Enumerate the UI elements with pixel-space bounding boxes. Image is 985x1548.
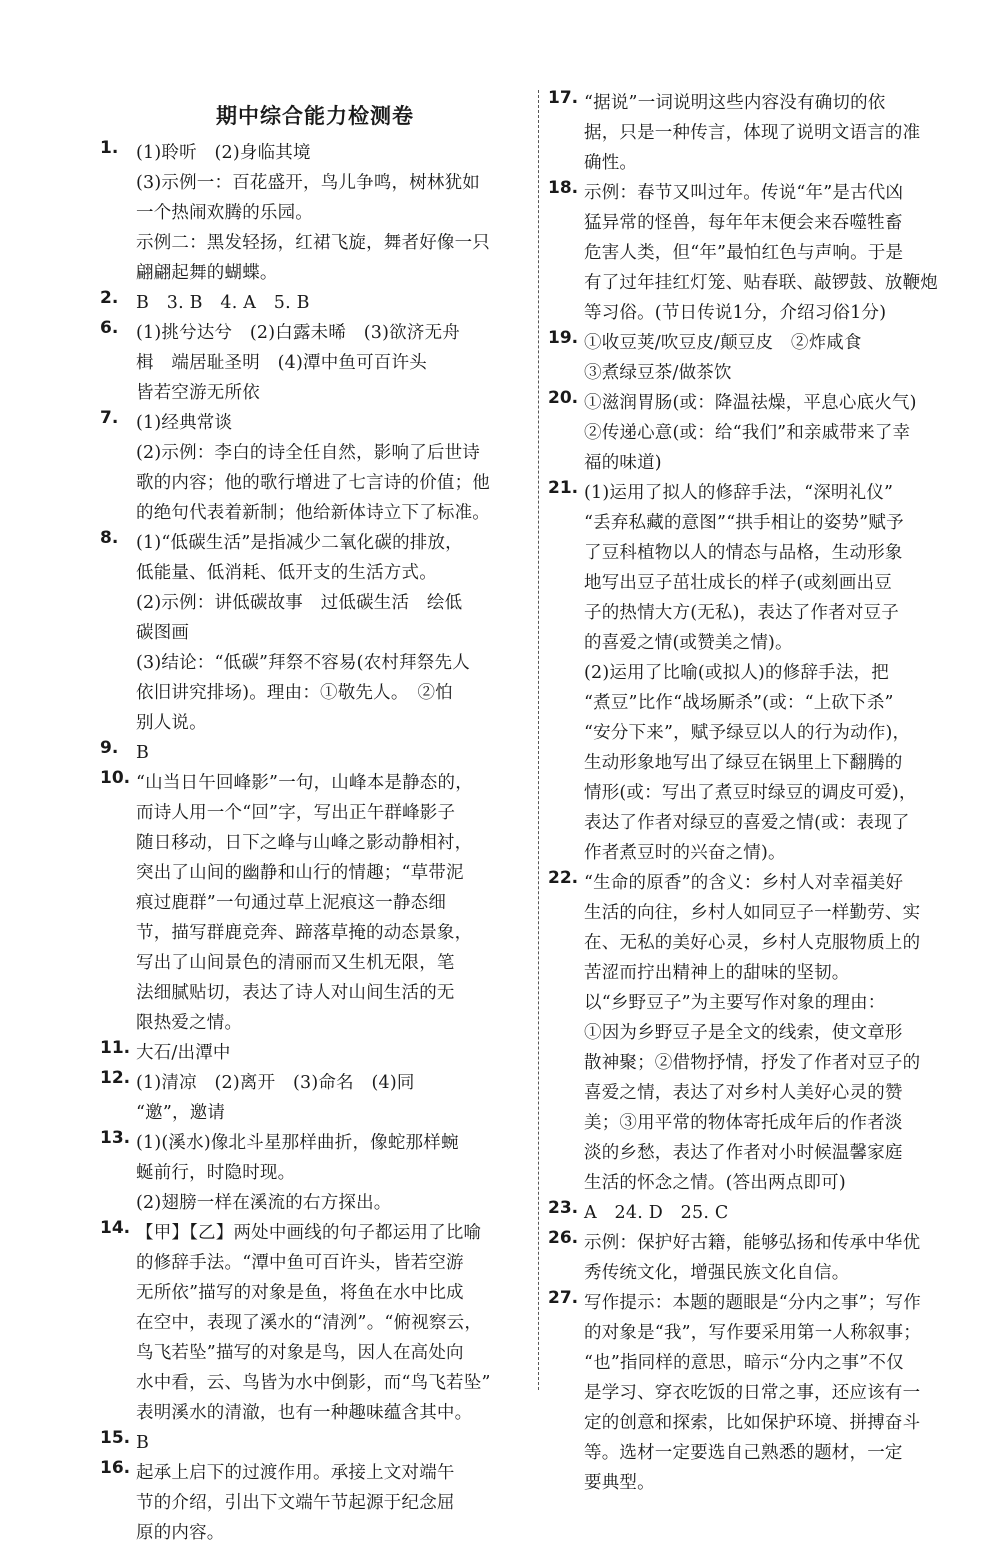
answer-line: 的对象是“我”，写作要采用第一人称叙事； <box>584 1323 921 1343</box>
answer-line: “丢弃私藏的意图”“拱手相让的姿势”赋予 <box>584 513 904 533</box>
answer-line: 随日移动，日下之峰与山峰之影动静相衬， <box>136 833 473 853</box>
answer-line: 大石/出潭中 <box>136 1043 231 1063</box>
answer-line: 皆若空游无所依 <box>136 383 260 403</box>
answer-item <box>100 528 530 738</box>
answer-number: 18. <box>548 178 579 198</box>
answer-line: B <box>136 743 150 763</box>
answer-line: (1)(溪水)像北斗星那样曲折，像蛇那样蜿 <box>136 1133 459 1153</box>
answer-line: 淡的乡愁，表达了作者对小时候温馨家庭 <box>584 1143 903 1163</box>
answer-line: (1)挑兮达兮 (2)白露未晞 (3)欲济无舟 <box>136 323 460 343</box>
answer-item <box>100 768 530 1038</box>
answer-line: B <box>136 1433 150 1453</box>
answer-line: 情形(或：写出了煮豆时绿豆的调皮可爱)， <box>584 783 917 803</box>
answer-line: 起承上启下的过渡作用。承接上文对端午 <box>136 1463 455 1483</box>
right-column <box>548 88 970 1498</box>
answer-line: 表明溪水的清澈，也有一种趣味蕴含其中。 <box>136 1403 473 1423</box>
answer-line: (3)示例一：百花盛开，鸟儿争鸣，树林犹如 <box>136 173 480 193</box>
answer-line: 示例：春节又叫过年。传说“年”是古代凶 <box>584 183 904 203</box>
answer-line: 【甲】【乙】两处中画线的句子都运用了比喻 <box>136 1223 482 1243</box>
answer-item <box>100 1458 530 1548</box>
answer-line: 散神聚；②借物抒情，抒发了作者对豆子的 <box>584 1053 921 1073</box>
answer-item <box>548 178 970 328</box>
answer-line: 喜爱之情，表达了对乡村人美好心灵的赞 <box>584 1083 903 1103</box>
answer-line: 突出了山间的幽静和山行的情趣；“草带泥 <box>136 863 464 883</box>
answer-line: 苦涩而拧出精神上的甜味的坚韧。 <box>584 963 850 983</box>
right-answer-list <box>548 88 970 1498</box>
answer-line: 无所依”描写的对象是鱼，将鱼在水中比成 <box>136 1283 464 1303</box>
answer-line: 痕过鹿群”一句通过草上泥痕这一静态细 <box>136 893 447 913</box>
answer-line: ③煮绿豆茶/做茶饮 <box>584 363 732 383</box>
answer-line: 示例：保护好古籍，能够弘扬和传承中华优 <box>584 1233 921 1253</box>
answer-line: (1)“低碳生活”是指减少二氧化碳的排放， <box>136 533 463 553</box>
answer-line: 福的味道) <box>584 453 662 473</box>
answer-line: (2)示例：李白的诗全任自然，影响了后世诗 <box>136 443 480 463</box>
answer-item <box>100 738 530 768</box>
left-column <box>100 88 530 1548</box>
answer-line: B 3. B 4. A 5. B <box>136 293 310 313</box>
answer-item <box>100 1428 530 1458</box>
answer-number: 20. <box>548 388 579 408</box>
answer-line: 鸟飞若坠”描写的对象是鸟，因人在高处向 <box>136 1343 464 1363</box>
answer-number: 16. <box>100 1458 131 1478</box>
answer-line: “生命的原香”的含义：乡村人对幸福美好 <box>584 873 904 893</box>
answer-line: 在、无私的美好心灵，乡村人克服物质上的 <box>584 933 921 953</box>
answer-line: (2)运用了比喻(或拟人)的修辞手法，把 <box>584 663 889 683</box>
left-answer-list <box>100 138 530 1548</box>
answer-item <box>100 138 530 288</box>
answer-line: 一个热闹欢腾的乐园。 <box>136 203 313 223</box>
answer-item <box>548 478 970 868</box>
answer-line: 别人说。 <box>136 713 207 733</box>
answer-line: 是学习、穿衣吃饭的日常之事，还应该有一 <box>584 1383 921 1403</box>
answer-line: 歌的内容；他的歌行增进了七言诗的价值；他 <box>136 473 490 493</box>
answer-number: 27. <box>548 1288 579 1308</box>
answer-line: 生活的怀念之情。(答出两点即可) <box>584 1173 846 1193</box>
answer-line: 生活的向往，乡村人如同豆子一样勤劳、实 <box>584 903 921 923</box>
answer-line: 秀传统文化，增强民族文化自信。 <box>584 1263 850 1283</box>
answer-line: 低能量、低消耗、低开支的生活方式。 <box>136 563 437 583</box>
answer-line: 节的介绍，引出下文端午节起源于纪念屈 <box>136 1493 455 1513</box>
answer-item <box>100 408 530 528</box>
answer-number: 12. <box>100 1068 131 1088</box>
answer-item <box>548 1288 970 1498</box>
answer-line: 等习俗。(节日传说1分，介绍习俗1分) <box>584 303 887 323</box>
answer-number: 13. <box>100 1128 131 1148</box>
answer-line: 示例二：黑发轻扬，红裙飞旋，舞者好像一只 <box>136 233 490 253</box>
answer-line: “也”指同样的意思，暗示“分内之事”不仅 <box>584 1353 904 1373</box>
answer-number: 19. <box>548 328 579 348</box>
answer-line: (1)清凉 (2)离开 (3)命名 (4)同 <box>136 1073 415 1093</box>
answer-item <box>548 868 970 1198</box>
answer-number: 23. <box>548 1198 579 1218</box>
answer-item <box>100 1068 530 1128</box>
answer-line: 的绝句代表着新制；他给新体诗立下了标准。 <box>136 503 490 523</box>
answer-line: ①滋润胃肠(或：降温祛燥，平息心底火气) <box>584 393 917 413</box>
answer-line: 依旧讲究排场)。理由：①敬先人。 ②怕 <box>136 683 453 703</box>
answer-line: 写出了山间景色的清丽而又生机无限，笔 <box>136 953 455 973</box>
answer-number: 11. <box>100 1038 131 1058</box>
answer-line: 了豆科植物以人的情态与品格，生动形象 <box>584 543 903 563</box>
answer-line: 地写出豆子茁壮成长的样子(或刻画出豆 <box>584 573 892 593</box>
answer-number: 10. <box>100 768 131 788</box>
answer-line: A 24. D 25. C <box>584 1203 729 1223</box>
answer-line: 子的热情大方(无私)，表达了作者对豆子 <box>584 603 899 623</box>
answer-line: (2)翅膀一样在溪流的右方探出。 <box>136 1193 392 1213</box>
answer-line: ①收豆荚/吹豆皮/颠豆皮 ②炸咸食 <box>584 333 862 353</box>
answer-line: 的修辞手法。“潭中鱼可百许头，皆若空游 <box>136 1253 464 1273</box>
answer-line: 要典型。 <box>584 1473 655 1493</box>
answer-line: 原的内容。 <box>136 1523 225 1543</box>
answer-item <box>548 328 970 388</box>
answer-line: 节，描写群鹿竞奔、蹄落草掩的动态景象， <box>136 923 473 943</box>
answer-line: (1)聆听 (2)身临其境 <box>136 143 311 163</box>
answer-line: 危害人类，但“年”最怕红色与声响。于是 <box>584 243 904 263</box>
answer-line: 等。选材一定要选自己熟悉的题材，一定 <box>584 1443 903 1463</box>
answer-line: 而诗人用一个“回”字，写出正午群峰影子 <box>136 803 456 823</box>
answer-line: “据说”一词说明这些内容没有确切的依 <box>584 93 886 113</box>
answer-line: 蜒前行，时隐时现。 <box>136 1163 296 1183</box>
answer-number: 6. <box>100 318 119 338</box>
answer-line: 定的创意和探索，比如保护环境、拼搏奋斗 <box>584 1413 921 1433</box>
answer-line: 的喜爱之情(或赞美之情)。 <box>584 633 793 653</box>
answer-number: 7. <box>100 408 119 428</box>
answer-line: “山当日午回峰影”一句，山峰本是静态的， <box>136 773 473 793</box>
answer-number: 9. <box>100 738 119 758</box>
answer-line: (3)结论：“低碳”拜祭不容易(农村拜祭先人 <box>136 653 470 673</box>
answer-number: 17. <box>548 88 579 108</box>
answer-line: 生动形象地写出了绿豆在锅里上下翻腾的 <box>584 753 903 773</box>
answer-item <box>548 1198 970 1228</box>
answer-line: 碳图画 <box>136 623 190 643</box>
answer-line: 在空中，表现了溪水的“清洌”。“俯视察云， <box>136 1313 483 1333</box>
answer-item <box>100 288 530 318</box>
answer-item <box>100 1038 530 1068</box>
answer-line: 水中看，云、鸟皆为水中倒影，而“鸟飞若坠” <box>136 1373 491 1393</box>
answer-line: 有了过年挂红灯笼、贴春联、敲锣鼓、放鞭炮 <box>584 273 938 293</box>
answer-line: ①因为乡野豆子是全文的线索，使文章形 <box>584 1023 903 1043</box>
answer-number: 1. <box>100 138 119 158</box>
answer-line: 作者煮豆时的兴奋之情)。 <box>584 843 786 863</box>
answer-item <box>548 88 970 178</box>
answer-line: 限热爱之情。 <box>136 1013 243 1033</box>
answer-line: 楫 端居耻圣明 (4)潭中鱼可百许头 <box>136 353 427 373</box>
answer-line: “煮豆”比作“战场厮杀”(或：“上砍下杀” <box>584 693 894 713</box>
answer-item <box>100 318 530 408</box>
answer-number: 14. <box>100 1218 131 1238</box>
answer-item <box>100 1218 530 1428</box>
answer-line: 写作提示：本题的题眼是“分内之事”；写作 <box>584 1293 921 1313</box>
answer-number: 8. <box>100 528 119 548</box>
answer-line: 据，只是一种传言，体现了说明文语言的准 <box>584 123 921 143</box>
answer-item <box>548 1228 970 1288</box>
answer-line: 确性。 <box>584 153 638 173</box>
answer-line: (1)运用了拟人的修辞手法，“深明礼仪” <box>584 483 894 503</box>
column-divider <box>538 90 539 1390</box>
answer-line: 美；③用平常的物体寄托成年后的作者淡 <box>584 1113 903 1133</box>
answer-line: 以“乡野豆子”为主要写作对象的理由： <box>584 993 886 1013</box>
answer-line: “邀”，邀请 <box>136 1103 226 1123</box>
answer-line: (2)示例：讲低碳故事 过低碳生活 绘低 <box>136 593 463 613</box>
answer-line: 表达了作者对绿豆的喜爱之情(或：表现了 <box>584 813 910 833</box>
answer-line: “安分下来”，赋予绿豆以人的行为动作)， <box>584 723 911 743</box>
answer-number: 21. <box>548 478 579 498</box>
answer-line: 猛异常的怪兽，每年年末便会来吞噬牲畜 <box>584 213 903 233</box>
answer-number: 22. <box>548 868 579 888</box>
answer-item <box>100 1128 530 1218</box>
answer-number: 2. <box>100 288 119 308</box>
answer-number: 26. <box>548 1228 579 1248</box>
answer-line: (1)经典常谈 <box>136 413 233 433</box>
answer-number: 15. <box>100 1428 131 1448</box>
answer-item <box>548 388 970 478</box>
page-title: 期中综合能力检测卷 <box>216 104 414 128</box>
answer-line: 法细腻贴切，表达了诗人对山间生活的无 <box>136 983 455 1003</box>
answer-line: 翩翩起舞的蝴蝶。 <box>136 263 278 283</box>
answer-line: ②传递心意(或：给“我们”和亲戚带来了幸 <box>584 423 911 443</box>
